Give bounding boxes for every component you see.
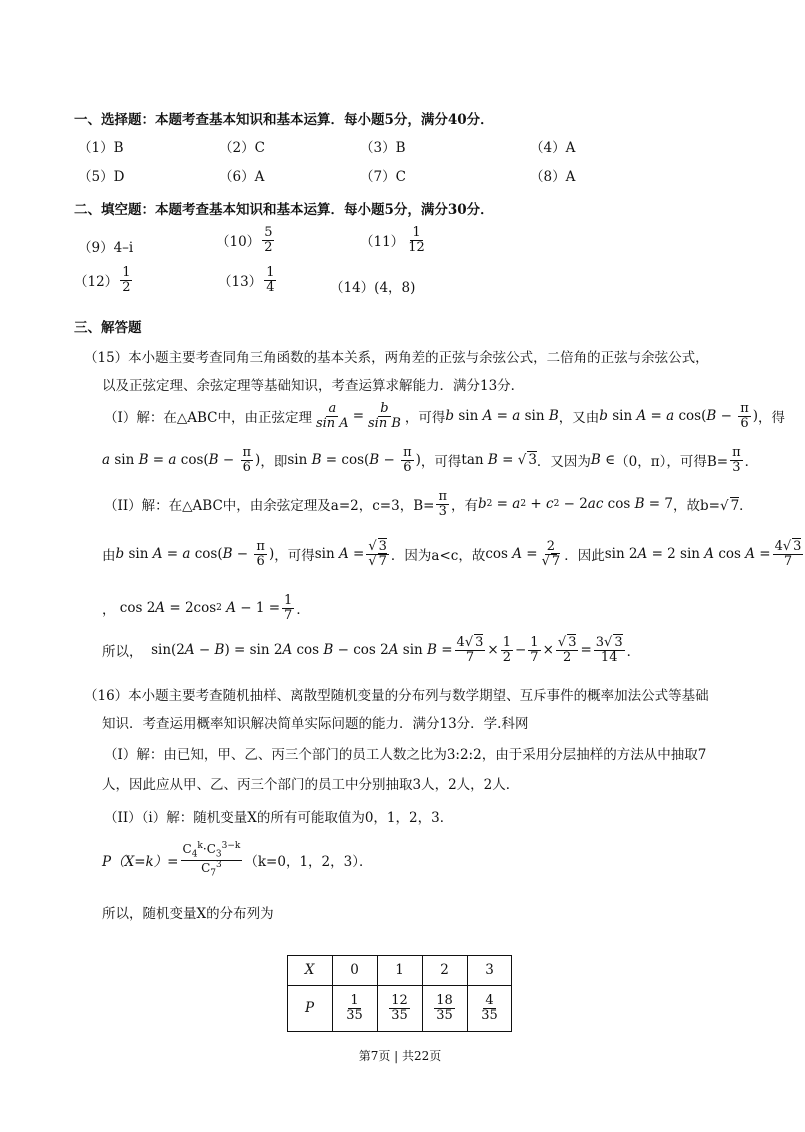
q15-part1-line2: a sin B = a cos( B − $\frac{\pi}{6}$ ) ，即 sin B = cos( B − $\frac{\pi}{6}$ ) ，可得 tan B = √ 3 ．又因为 B ∈ （0，π），可得B= $\frac{\pi}{3}$ ． (102, 445, 759, 475)
q15-part2-line1: （II）解：在△ABC中，由余弦定理及a=2，c=3，B= $\frac{\pi}{3}$ ，有 b 2 = a 2 + c 2 − 2 ac cos B = 7 ，故b= √ 7． (104, 489, 753, 519)
table-header-p: P (304, 1000, 315, 1016)
q15-p1-mid: ，可得 (404, 410, 446, 427)
q15-intro-1: （15）本小题主要考查同角三角函数的基本关系，两角差的正弦与余弦公式，二倍角的正弦与余弦公式， (84, 350, 709, 366)
q15-p6-lead: 所以， (102, 644, 143, 661)
table-p-2 (422, 985, 467, 1031)
fill-11-label: （11） (360, 234, 405, 251)
answer-7: （7）C (360, 169, 406, 185)
section2-heading: 二、填空题：本题考查基本知识和基本运算．每小题5分，满分30分． (74, 202, 494, 218)
q15-p1-mid2: ，又由 (558, 410, 600, 427)
q16-dist-intro: 所以，随机变量X的分布列为 (102, 906, 274, 922)
q15-p3-end: ，故b= (673, 498, 720, 515)
q15-part2-line3: ， cos 2 A = 2cos 2 A − 1 = $\frac{1}{7}$ ． (102, 593, 310, 623)
answer-6: （6）A (219, 169, 265, 185)
q16-intro-1: （16）本小题主要考查随机抽样、离散型随机变量的分布列与数学期望、互斥事件的概率加法公式等基础 (84, 688, 709, 704)
table-p-3 (467, 985, 512, 1031)
table-header-x: X (304, 962, 315, 978)
fill-13 (218, 266, 278, 294)
fill-9: （9）4–i (78, 240, 134, 256)
table-p-1 (377, 985, 422, 1031)
q15-p3-lead: （II）解：在△ABC中，由余弦定理及a=2，c=3，B= (104, 498, 435, 515)
fill-10 (216, 226, 276, 254)
q15-p4-lead: 由 (102, 548, 116, 565)
answer-8: （8）A (530, 169, 576, 185)
q16-formula: P（X=k）= $\frac{C_4^k\cdot C_3^{3-k}}{C_7^3}$ （k=0，1，2，3）． (102, 841, 373, 879)
q16-part2-line1: （II）（i）解：随机变量X的所有可能取值为0，1，2，3． (104, 810, 454, 826)
fill-12-label: （12） (74, 274, 119, 291)
fill-14: （14）(4，8) (330, 280, 416, 296)
answer-5: （5）D (78, 169, 125, 185)
q16-part1-line2: 人，因此应从甲、乙、丙三个部门的员工中分别抽取3人，2人，2人． (102, 777, 520, 793)
distribution-table (287, 955, 512, 1032)
answer-2: （2）C (219, 140, 265, 156)
table-p-0-den: 35 (346, 1007, 363, 1023)
fill-10-num: 5 (264, 225, 273, 240)
fill-12-den: 2 (122, 279, 131, 295)
q15-part1-line1: （I）解：在△ABC中，由正弦定理 $\frac{a}{\text{sin A}}$ = $\frac{b}{\text{sin B}}$ ，可得 b sin A = a sin B ，又由 b sin A = a cos( B − $\frac{\pi}{6}$ ) ，得 (104, 401, 786, 431)
q15-p1-end: ，得 (758, 410, 786, 427)
q16-intro-2: 知识．考查运用概率知识解决简单实际问题的能力．满分13分．学.科网 (102, 716, 529, 732)
q15-p2-mid4: （0，π），可得B= (615, 454, 729, 471)
table-p-1-den: 35 (391, 1007, 408, 1023)
q15-p1-lead: （I）解：在△ABC中，由正弦定理 (104, 410, 312, 427)
table-p-0 (332, 985, 377, 1031)
section3-heading: 三、解答题 (74, 320, 142, 336)
q16-part1-line1: （I）解：由已知，甲、乙、丙三个部门的员工人数之比为3:2:2，由于采用分层抽样的方法从中抽取7 (104, 747, 707, 763)
q15-p4-mid3: ．因此 (564, 548, 605, 565)
q15-p4-mid2: ．因为a<c，故 (390, 548, 486, 565)
fill-13-num: 1 (266, 265, 275, 280)
fill-10-den: 2 (264, 239, 273, 255)
fill-10-label: （10） (216, 234, 261, 251)
q15-p2-mid2: ，可得 (420, 454, 462, 471)
answer-4: （4）A (530, 140, 576, 156)
q15-p4-mid: ，可得 (274, 548, 315, 565)
table-x-3: 3 (485, 962, 494, 978)
q15-p5-lead: ， (102, 602, 116, 619)
table-x-1: 1 (395, 962, 404, 978)
q15-p2-mid: ，即 (260, 454, 288, 471)
fill-13-label: （13） (218, 274, 263, 291)
page-footer: 第7页 | 共22页 (358, 1049, 442, 1063)
table-p-3-num: 4 (485, 992, 494, 1008)
fill-12 (74, 266, 134, 294)
table-p-0-num: 1 (350, 992, 359, 1008)
fill-11-num: 1 (412, 225, 421, 240)
section1-heading: 一、选择题：本题考查基本知识和基本运算．每小题5分，满分40分． (74, 112, 494, 128)
q15-part2-line4: 所以， sin(2 A − B ) = sin 2 A cos B − cos 2 A sin B = $\frac{4√ 3}{7}$ × $\frac{1}{2}$ − $\frac{1}{7}$ × $\frac{√ 3}{2}$ = $\frac{3√ 3}{14}$ ． (102, 635, 641, 665)
table-p-2-num: 18 (436, 992, 453, 1008)
q15-intro-2: 以及正弦定理、余弦定理等基础知识，考查运算求解能力．满分13分． (102, 378, 525, 394)
table-p-2-den: 35 (436, 1007, 453, 1023)
q15-p3-mid: ，有 (451, 498, 478, 515)
fill-12-num: 1 (122, 265, 131, 280)
table-p-1-num: 12 (391, 992, 408, 1008)
table-p-3-den: 35 (481, 1007, 498, 1023)
q15-part2-line2: 由 b sin A = a cos( B − $\frac{\pi}{6}$ ) ，可得 sin A = $\frac{√ 3}{√ 7}$ ．因为a<c，故 cos A = $\frac{2}{√ 7}$ ．因此 sin 2 A = 2 sin A cos A = $\frac{4√ 3}{7}$ (102, 539, 802, 569)
table-x-0: 0 (350, 962, 359, 978)
table-x-2: 2 (440, 962, 449, 978)
q16-formula-end: （k=0，1，2，3）． (244, 854, 373, 871)
q15-p2-mid3: ．又因为 (536, 454, 591, 471)
answer-3: （3）B (360, 140, 406, 156)
answer-1: （1）B (78, 140, 124, 156)
q16-formula-lead: P（X=k）= (102, 854, 179, 871)
fill-11 (360, 226, 429, 254)
fill-13-den: 4 (266, 279, 275, 295)
fill-11-den: 12 (408, 239, 425, 255)
